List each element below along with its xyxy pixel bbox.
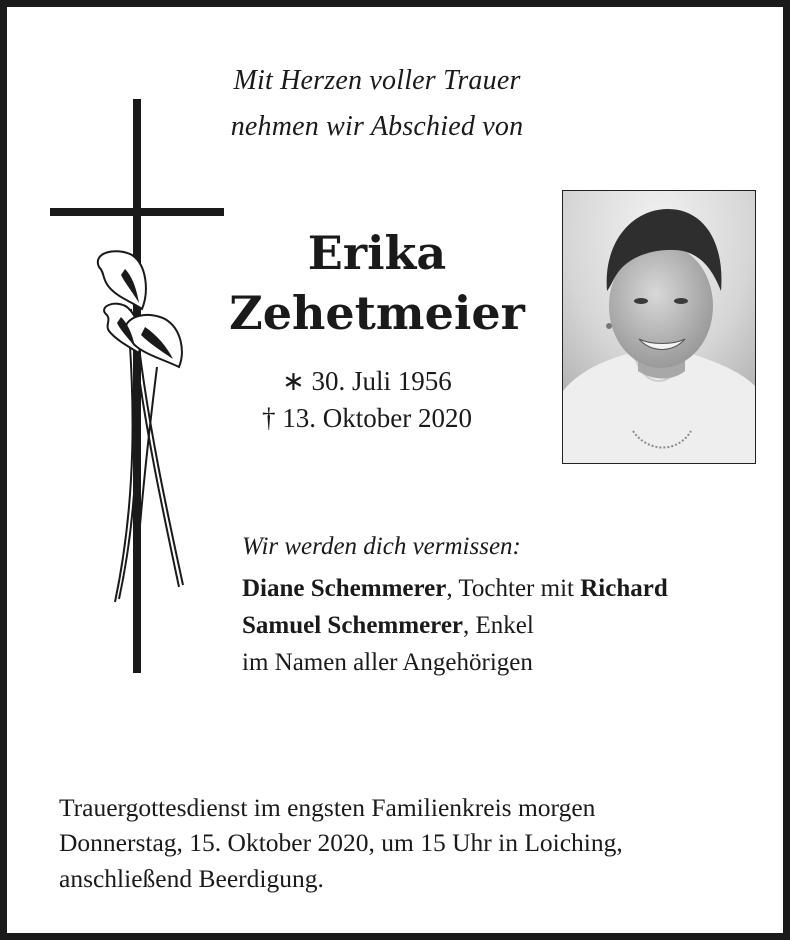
family-name-3: Samuel Schemmerer bbox=[242, 612, 464, 639]
portrait-photo bbox=[562, 190, 756, 464]
death-date: † 13. Oktober 2020 bbox=[262, 403, 472, 433]
intro-line-1: Mit Herzen voller Trauer bbox=[233, 65, 521, 96]
service-line-3: anschließend Beerdigung. bbox=[59, 864, 324, 893]
deceased-first-name: Erika bbox=[307, 226, 447, 280]
family-line-2 bbox=[242, 612, 534, 640]
intro-line-2: nehmen wir Abschied von bbox=[230, 111, 524, 142]
deceased-last-name: Zehetmeier bbox=[229, 286, 525, 340]
service-line-1: Trauergottesdienst im engsten Familienkreis morgen bbox=[59, 793, 596, 822]
family-relation-3: , Enkel bbox=[463, 612, 534, 639]
family-heading: Wir werden dich vermissen: bbox=[242, 533, 521, 560]
family-closing: im Namen aller Angehörigen bbox=[242, 649, 533, 676]
portrait-image bbox=[563, 191, 755, 463]
family-relation-1: , Tochter mit bbox=[446, 575, 581, 602]
birth-date: ∗ 30. Juli 1956 bbox=[282, 366, 452, 396]
family-line-1 bbox=[242, 575, 668, 603]
family-name-1: Diane Schemmerer bbox=[242, 575, 447, 602]
service-line-2: Donnerstag, 15. Oktober 2020, um 15 Uhr in Loiching, bbox=[59, 828, 623, 857]
family-name-2: Richard bbox=[580, 575, 668, 602]
cross-horizontal-beam bbox=[50, 208, 224, 216]
